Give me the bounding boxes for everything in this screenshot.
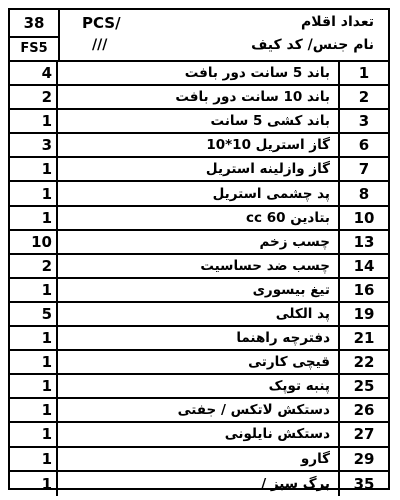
item-name: باند کشی 5 سانت — [210, 113, 330, 130]
item-name: چسب ضد حساسیت — [200, 257, 330, 274]
item-number: 8 — [338, 182, 388, 204]
total-quantity: 38 — [10, 10, 58, 38]
item-number: 29 — [338, 448, 388, 470]
item-name: پد چشمی استریل — [212, 185, 330, 202]
item-number: 25 — [338, 375, 388, 397]
item-quantity: 1 — [10, 327, 58, 349]
item-count-label: تعداد اقلام — [301, 14, 374, 30]
table-row — [10, 279, 388, 303]
table-row — [10, 158, 388, 182]
slash-label: /// — [92, 37, 108, 53]
item-number: 22 — [338, 351, 388, 373]
item-name: گاز وازلینه استریل — [205, 161, 330, 178]
item-name: باند 10 سانت دور بافت — [175, 89, 330, 106]
table-row — [10, 399, 388, 423]
sheet-header — [10, 10, 388, 62]
item-number: 21 — [338, 327, 388, 349]
item-quantity: 1 — [10, 399, 58, 421]
item-name: پنبه توپک — [268, 378, 330, 395]
item-number: 6 — [338, 134, 388, 156]
item-name: گارو — [300, 450, 330, 467]
table-row — [10, 110, 388, 134]
item-quantity: 1 — [10, 351, 58, 373]
item-number: 2 — [338, 86, 388, 108]
item-name: بتادین 60 cc — [245, 209, 330, 226]
table-row — [10, 182, 388, 206]
item-name: دفترچه راهنما — [236, 330, 330, 347]
inventory-sheet — [8, 8, 390, 493]
item-number: 27 — [338, 423, 388, 445]
table-row — [10, 255, 388, 279]
item-name: پد الکلی — [275, 305, 330, 322]
table-row — [10, 327, 388, 351]
item-quantity: 1 — [10, 375, 58, 397]
table-row — [10, 86, 388, 110]
item-name-code-label: نام جنس/ کد کیف — [251, 37, 374, 53]
table-row — [10, 62, 388, 86]
item-quantity: 1 — [10, 448, 58, 470]
item-number: 13 — [338, 231, 388, 253]
item-quantity: 1 — [10, 472, 58, 496]
table-row — [10, 303, 388, 327]
item-quantity: 1 — [10, 207, 58, 229]
header-summary-column — [10, 10, 60, 60]
item-quantity: 5 — [10, 303, 58, 325]
item-name: دستکش نایلونی — [224, 426, 330, 443]
item-quantity: 1 — [10, 158, 58, 180]
item-number: 14 — [338, 255, 388, 277]
item-number: 10 — [338, 207, 388, 229]
item-name: تیغ بیسوری — [252, 281, 330, 298]
item-number: 35 — [338, 472, 388, 496]
items-table — [10, 62, 388, 496]
table-row — [10, 134, 388, 158]
item-name: قیچی کارتی — [248, 354, 330, 371]
item-quantity: 2 — [10, 255, 58, 277]
table-row — [10, 472, 388, 496]
item-quantity: 1 — [10, 423, 58, 445]
pcs-label: PCS/ — [82, 14, 121, 32]
item-quantity: 3 — [10, 134, 58, 156]
table-row — [10, 207, 388, 231]
item-quantity: 4 — [10, 62, 58, 84]
item-quantity: 1 — [10, 182, 58, 204]
kit-code: FS5 — [20, 40, 48, 56]
item-number: 1 — [338, 62, 388, 84]
item-name: گاز استریل 10*10 — [206, 137, 330, 154]
item-quantity: 1 — [10, 279, 58, 301]
item-number: 16 — [338, 279, 388, 301]
item-name: دستکش لاتکس / جفتی — [177, 402, 330, 419]
table-row — [10, 231, 388, 255]
item-name: باند 5 سانت دور بافت — [184, 65, 330, 82]
table-row — [10, 423, 388, 447]
item-name: چسب زخم — [259, 233, 330, 250]
item-quantity: 10 — [10, 231, 58, 253]
item-number: 26 — [338, 399, 388, 421]
item-name: برگ سبز / — [261, 475, 330, 492]
item-quantity: 1 — [10, 110, 58, 132]
item-number: 7 — [338, 158, 388, 180]
item-number: 19 — [338, 303, 388, 325]
item-quantity: 2 — [10, 86, 58, 108]
table-row — [10, 448, 388, 472]
item-number: 3 — [338, 110, 388, 132]
table-row — [10, 351, 388, 375]
table-row — [10, 375, 388, 399]
